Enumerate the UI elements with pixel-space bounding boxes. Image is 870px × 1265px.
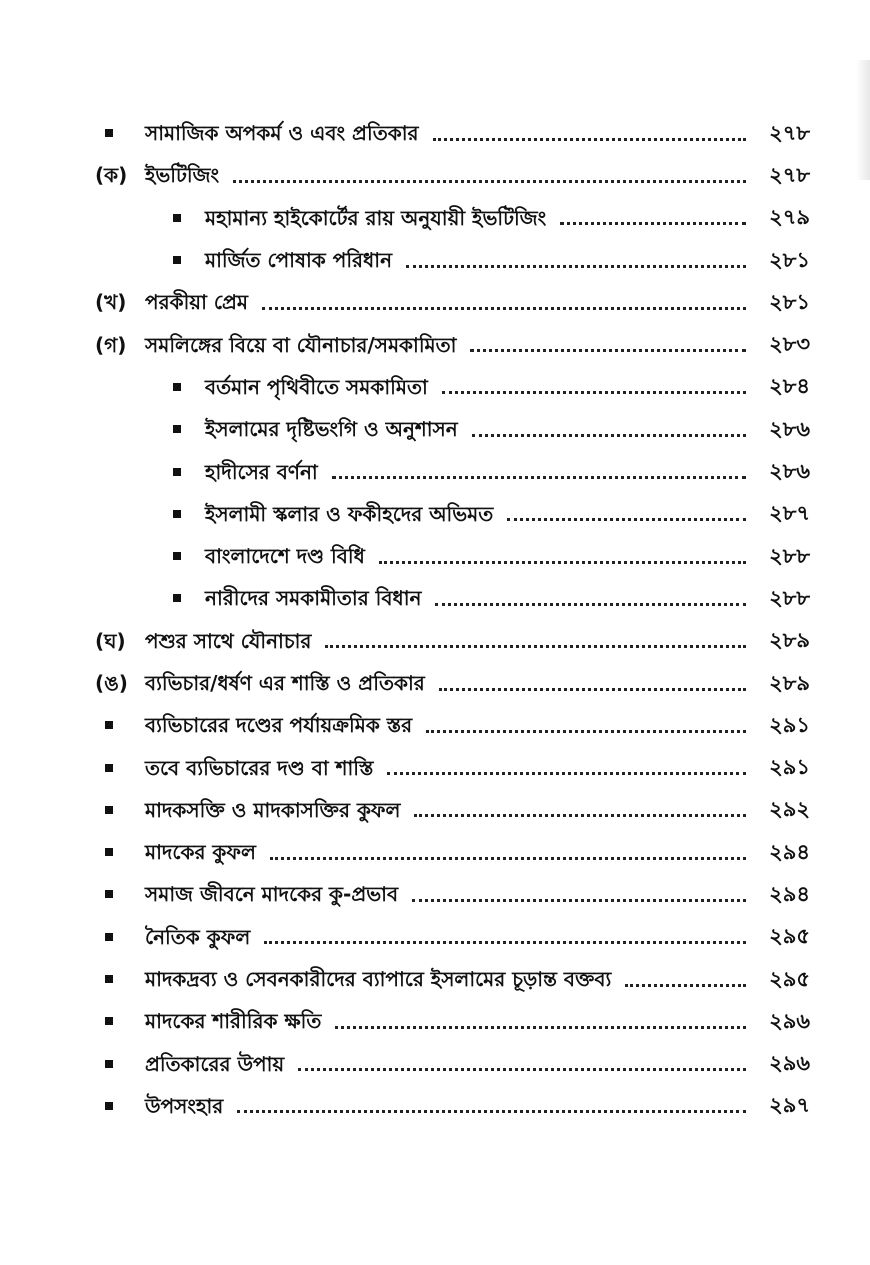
toc-letter: (খ) [95,290,127,315]
dot-leader [625,984,746,987]
toc-page-number: ২৮৯ [769,670,810,695]
toc-title: নৈতিক কুফল [145,924,251,949]
toc-entry [95,197,810,239]
toc-entry [95,281,810,323]
toc-entry [95,112,810,154]
toc-marker [95,975,145,983]
toc-entry [95,239,810,281]
bullet-square-icon [105,975,113,983]
toc-title: সমাজ জীবনে মাদকের কু-প্রভাব [145,882,399,907]
toc-page-number: ২৮৪ [769,374,810,399]
toc-page-number: ২৮৭ [769,501,810,526]
toc-marker [95,890,145,898]
toc-marker [95,163,145,188]
toc-marker [145,510,205,518]
toc-entry [95,746,810,788]
toc-entry [95,704,810,746]
toc-marker [145,383,205,391]
bullet-square-icon [105,848,113,856]
toc-marker [145,214,205,222]
dot-leader [237,1110,746,1113]
dot-leader [332,476,746,479]
toc-page-number: ২৮৬ [769,459,810,484]
toc-title: সমলিঙ্গের বিয়ে বা যৌনাচার/সমকামিতা [145,332,457,357]
toc-page-number: ২৯৭ [769,1093,810,1118]
toc-page-number: ২৯১ [769,712,810,737]
toc-page-number: ২৮৩ [769,332,810,357]
dot-leader [264,941,746,944]
toc-entry [95,408,810,450]
dot-leader [325,645,746,648]
toc-marker [145,425,205,433]
bullet-square-icon [173,383,181,391]
dot-leader [435,603,746,606]
toc-page-number: ২৯৬ [769,1008,810,1033]
toc-page-number: ২৯১ [769,755,810,780]
toc-title: সামাজিক অপকর্ম ও এবং প্রতিকার [145,121,419,146]
toc-title: হাদীসের বর্ণনা [205,459,318,484]
dot-leader [470,349,746,352]
bullet-square-icon [173,214,181,222]
toc-title: ব্যভিচার/ধর্ষণ এর শাস্তি ও প্রতিকার [145,671,425,695]
dot-leader [433,138,747,141]
page-edge-shadow [856,60,870,180]
bullet-square-icon [173,510,181,518]
toc-title: মার্জিত পোষাক পরিধান [205,248,393,273]
dot-leader [406,265,746,268]
dot-leader [298,1068,746,1071]
toc-page-number: ২৯২ [769,797,810,822]
bullet-square-icon [173,425,181,433]
toc-marker [95,848,145,856]
toc-title: বাংলাদেশে দণ্ড বিধি [205,544,365,569]
bullet-square-icon [105,1060,113,1068]
dot-leader [560,222,746,225]
toc-title: পরকীয়া প্রেম [145,290,248,315]
toc-page-number: ২৮৬ [769,416,810,441]
bullet-square-icon [173,468,181,476]
toc-page-number: ২৮৮ [769,585,810,610]
bullet-square-icon [105,721,113,729]
toc-page-number: ২৮১ [769,289,810,314]
toc-marker [95,721,145,729]
toc-entry [95,916,810,958]
toc-title: ব্যভিচারের দণ্ডের পর্যায়ক্রমিক স্তর [145,713,413,738]
dot-leader [507,518,746,521]
toc-marker [95,673,145,693]
toc-title: প্রতিকারের উপায় [145,1051,285,1076]
dot-leader [270,857,746,860]
toc-marker [95,933,145,941]
bullet-square-icon [105,806,113,814]
toc-entry [95,493,810,535]
toc-entry [95,450,810,492]
toc-entry [95,831,810,873]
toc-entry [95,577,810,619]
toc-title: মাদকসক্তি ও মাদকাসক্তির কুফল [145,797,401,822]
bullet-square-icon [173,594,181,602]
toc-marker [95,1060,145,1068]
toc-title: নারীদের সমকামীতার বিধান [205,586,422,611]
toc-page-number: ২৮৮ [769,543,810,568]
toc-title: মাদকের কুফল [145,840,256,865]
toc-title: উপসংহার [145,1093,224,1118]
toc-marker [95,290,145,315]
dot-leader [379,561,746,564]
toc-marker [95,1102,145,1110]
toc-title: বর্তমান পৃথিবীতে সমকামিতা [205,374,428,399]
toc-entry [95,366,810,408]
toc-marker [145,594,205,602]
toc-marker [145,468,205,476]
toc-title: মাদকের শারীরিক ক্ষতি [145,1009,322,1034]
dot-leader [442,391,746,394]
dot-leader [387,772,746,775]
toc-marker [145,256,205,264]
toc-page-number: ২৯৫ [769,924,810,949]
dot-leader [426,730,746,733]
toc-entry [95,958,810,1000]
toc-title: মাদকদ্রব্য ও সেবনকারীদের ব্যাপারে ইসলামের চূড়ান্ত বক্তব্য [145,967,612,992]
toc-entry [95,535,810,577]
toc-page-number: ২৯৬ [769,1051,810,1076]
toc-letter: (ক) [95,163,128,188]
toc-title: ইসলামের দৃষ্টিভংগি ও অনুশাসন [205,417,458,442]
dot-leader [335,1026,746,1029]
toc-entry [95,789,810,831]
toc-title: ইভটিজিং [145,163,220,188]
toc-entry [95,662,810,704]
toc-entry [95,154,810,196]
toc-entry [95,323,810,365]
toc-page-number: ২৯৪ [769,839,810,864]
bullet-square-icon [105,890,113,898]
toc-page-number: ২৯৫ [769,966,810,991]
bullet-square-icon [105,764,113,772]
dot-leader [472,434,746,437]
toc-marker [95,628,145,653]
toc-letter: (গ) [95,332,127,357]
dot-leader [439,688,746,691]
toc-title: ইসলামী স্কলার ও ফকীহদের অভিমত [205,501,494,526]
toc-entry [95,620,810,662]
toc-title: মহামান্য হাইকোর্টের রায় অনুযায়ী ইভটিজিং [205,205,547,230]
toc-page-number: ২৭৮ [769,120,810,145]
toc-marker [95,129,145,137]
bullet-square-icon [173,552,181,560]
toc-page-number: ২৮১ [769,247,810,272]
bullet-square-icon [105,933,113,941]
toc-marker [95,332,145,357]
toc-entry [95,1043,810,1085]
toc-marker [95,1017,145,1025]
toc-page-number: ২৯৪ [769,881,810,906]
toc-page-number: ২৮৯ [769,628,810,653]
bullet-square-icon [105,129,113,137]
toc-marker [95,764,145,772]
toc-marker [145,552,205,560]
toc-letter: (ঘ) [95,628,126,653]
toc-marker [95,806,145,814]
dot-leader [233,180,746,183]
dot-leader [414,814,746,817]
toc-letter: (ঙ) [95,671,128,695]
bullet-square-icon [105,1102,113,1110]
bullet-square-icon [173,256,181,264]
toc-title: পশুর সাথে যৌনাচার [145,628,312,653]
toc-entry [95,1000,810,1042]
toc-page-number: ২৭৮ [769,162,810,187]
bullet-square-icon [105,1017,113,1025]
dot-leader [262,307,746,310]
toc-page-number: ২৭৯ [769,205,810,230]
dot-leader [412,899,746,902]
table-of-contents [95,112,810,1127]
toc-title: তবে ব্যভিচারের দণ্ড বা শাস্তি [145,755,374,780]
toc-entry [95,1085,810,1127]
toc-entry [95,873,810,915]
